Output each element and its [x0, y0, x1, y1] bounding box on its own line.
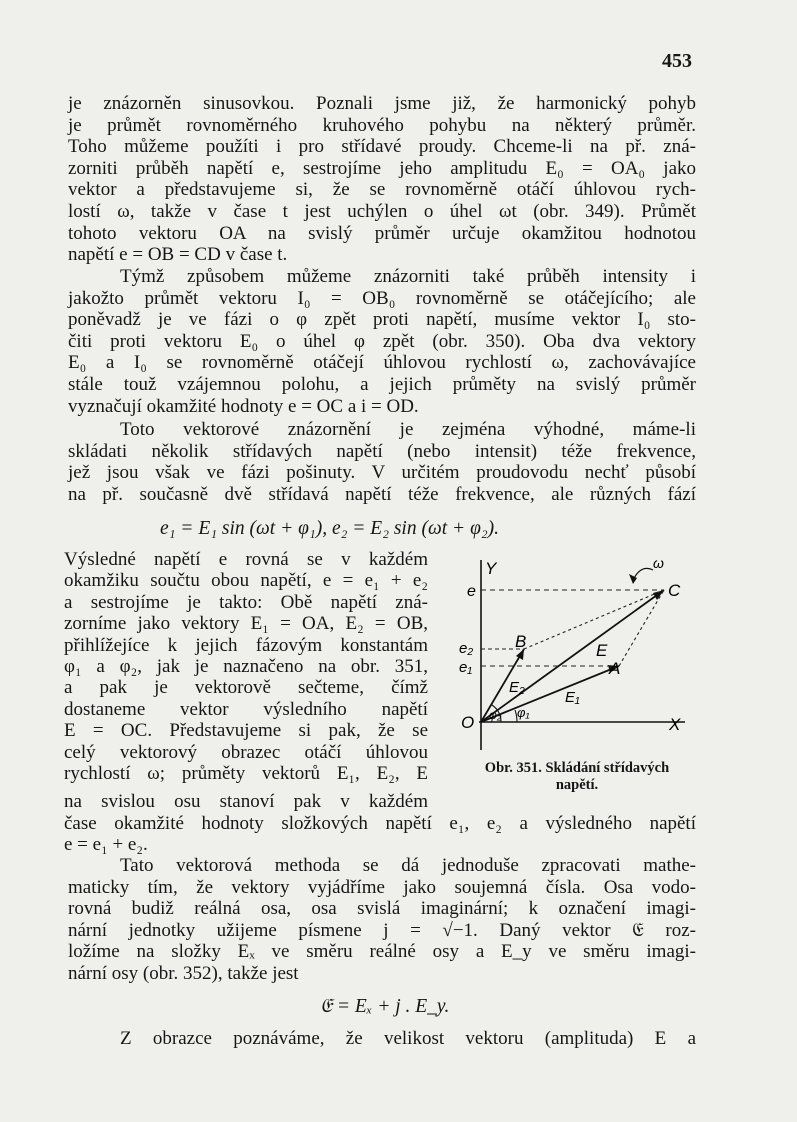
text-line: je průmět rovnoměrného kruhového pohybu na některý průměr. — [68, 114, 696, 136]
label-B: B — [515, 632, 527, 651]
text-line: zorniti průběh napětí e, sestrojíme jeho amplitudu E₀ = OA₀ jako — [68, 157, 696, 179]
text-line: na př. současně dvě střídavá napětí téže frekvence, ale různých fází — [68, 483, 696, 505]
paragraph-4 — [64, 549, 428, 784]
text-line: a sestrojíme je takto: Obě napětí zná- — [64, 591, 428, 613]
vector-E1 — [481, 666, 619, 722]
text-line: Toho můžeme použíti i pro střídavé proudy. Chceme-li na př. zná- — [68, 136, 696, 158]
text-line: nární osy (obr. 352), takže jest — [68, 962, 299, 984]
text-line: okamžiku součtu obou napětí, e = e₁ + e₂ — [64, 570, 428, 592]
formula-voltages: e₁ = E₁ sin (ωt + φ₁), e₂ = E₂ sin (ωt + φ₂). — [160, 518, 500, 539]
text-line: jakožto průmět vektoru I₀ = OB₀ rovnoměrně se otáčejícího; ale — [68, 287, 696, 309]
paragraph-6 — [68, 1028, 696, 1050]
text-line: skládati několik střídavých napětí (nebo intensit) téže frekvence, — [68, 440, 696, 462]
text-line: Výsledné napětí e rovná se v každém — [64, 549, 428, 570]
paragraph-3 — [68, 419, 696, 505]
text-line: Tato vektorová methoda se dá jednoduše zpracovati mathe- — [120, 855, 696, 876]
text-line: na svislou osu stanoví pak v každém — [64, 791, 428, 812]
text-line: tohoto vektoru OA na svislý průměr určuje okamžitou hodnotou — [68, 222, 696, 244]
label-e1: e₁ — [459, 659, 473, 676]
text-line: jež jsou však ve fázi pošinuty. V určitém proudovodu nechť působí — [68, 462, 696, 484]
text-line: vektor a představujeme si, že se rovnoměrně otáčí úhlovou rych- — [68, 179, 696, 201]
label-O: O — [461, 713, 475, 732]
paragraph-5 — [68, 855, 696, 985]
figure-351-vector-diagram — [457, 552, 697, 752]
text-line: zorníme jako vektory E₁ = OA, E₂ = OB, — [64, 613, 428, 635]
text-line: je znázorněn sinusovkou. Poznali jsme již, že harmonický pohyb — [68, 93, 696, 114]
text-line: dostaneme vektor výsledního napětí — [64, 698, 428, 720]
text-line: ložíme na složky Eₓ ve směru reálné osy a E_y ve směru imagi- — [68, 941, 696, 963]
label-Y: Y — [485, 559, 497, 578]
label-C: C — [668, 581, 681, 600]
text-line: a pak je vektorově sečteme, čímž — [64, 677, 428, 699]
text-line: vyznačují okamžité hodnoty e = OC a i = OD. — [68, 395, 419, 417]
caption-line-1: Obr. 351. Skládání střídavých — [484, 760, 670, 776]
label-X: X — [669, 715, 681, 734]
label-A: A — [609, 659, 621, 678]
text-line: Z obrazce poznáváme, že velikost vektoru (amplituda) E a — [120, 1028, 696, 1049]
text-line: přihlížejíce k jejich fázovým konstantám — [64, 634, 428, 656]
text-line: lostí ω, takže v čase t jest uchýlen o úhel ωt (obr. 349). Průmět — [68, 200, 696, 222]
label-omega: ω — [653, 555, 664, 571]
text-line: E = OC. Představujeme si pak, že se — [64, 720, 428, 742]
label-phi2: φ₂ — [489, 708, 502, 722]
label-E2: E₂ — [509, 679, 525, 696]
label-E: E — [596, 641, 608, 660]
text-line: nární jednotky užijeme písmene j = √−1. Daný vektor 𝔈 roz- — [68, 919, 696, 941]
dashed-A-C — [619, 590, 664, 666]
text-line: stále touž vzájemnou polohu, a jejich průměty na svislý průměr — [68, 373, 696, 395]
text-line: Toto vektorové znázornění je zejména výhodné, máme-li — [120, 419, 696, 440]
text-line: rychlostí ω; průměty vektorů E₁, E₂, E — [64, 763, 428, 785]
figure-caption — [452, 760, 702, 794]
paragraph-4-continued — [64, 791, 696, 856]
label-E1: E₁ — [565, 689, 580, 706]
text-line: celý vektorový obrazec otáčí úhlovou — [64, 741, 428, 763]
text-line: čase okamžité hodnoty složkových napětí e₁, e₂ a výsledného napětí — [64, 812, 696, 834]
paragraph-1 — [68, 93, 696, 266]
page-number: 453 — [662, 50, 692, 72]
text-line: maticky tím, že vektory vyjádříme jako soujemná čísla. Osa vodo- — [68, 876, 696, 898]
text-line: čiti proti vektoru E₀ o úhel φ zpět (obr. 350). Oba dva vektory — [68, 330, 696, 352]
paragraph-2 — [68, 266, 696, 417]
text-line: e = e₁ + e₂. — [64, 834, 148, 856]
label-e: e — [467, 583, 476, 600]
text-line: E₀ a I₀ se rovnoměrně otáčejí úhlovou rychlostí ω, zachovávajíce — [68, 352, 696, 374]
text-line: Týmž způsobem můžeme znázorniti také průběh intensity i — [120, 266, 696, 287]
text-line: φ₁ a φ₂, jak je naznačeno na obr. 351, — [64, 656, 428, 678]
label-phi1: φ₁ — [517, 705, 530, 720]
text-line: napětí e = OB = CD v čase t. — [68, 244, 288, 266]
formula-complex-vector: 𝔈 = Eₓ + j . E_y. — [320, 996, 450, 1017]
caption-line-2: napětí. — [555, 777, 599, 793]
text-line: poněvadž je ve fázi o φ zpět proti napětí, musíme vektor I₀ sto- — [68, 309, 696, 331]
label-e2: e₂ — [459, 640, 474, 657]
text-line: rovná budiž reálná osa, osa svislá imaginární; k označení imagi- — [68, 898, 696, 920]
